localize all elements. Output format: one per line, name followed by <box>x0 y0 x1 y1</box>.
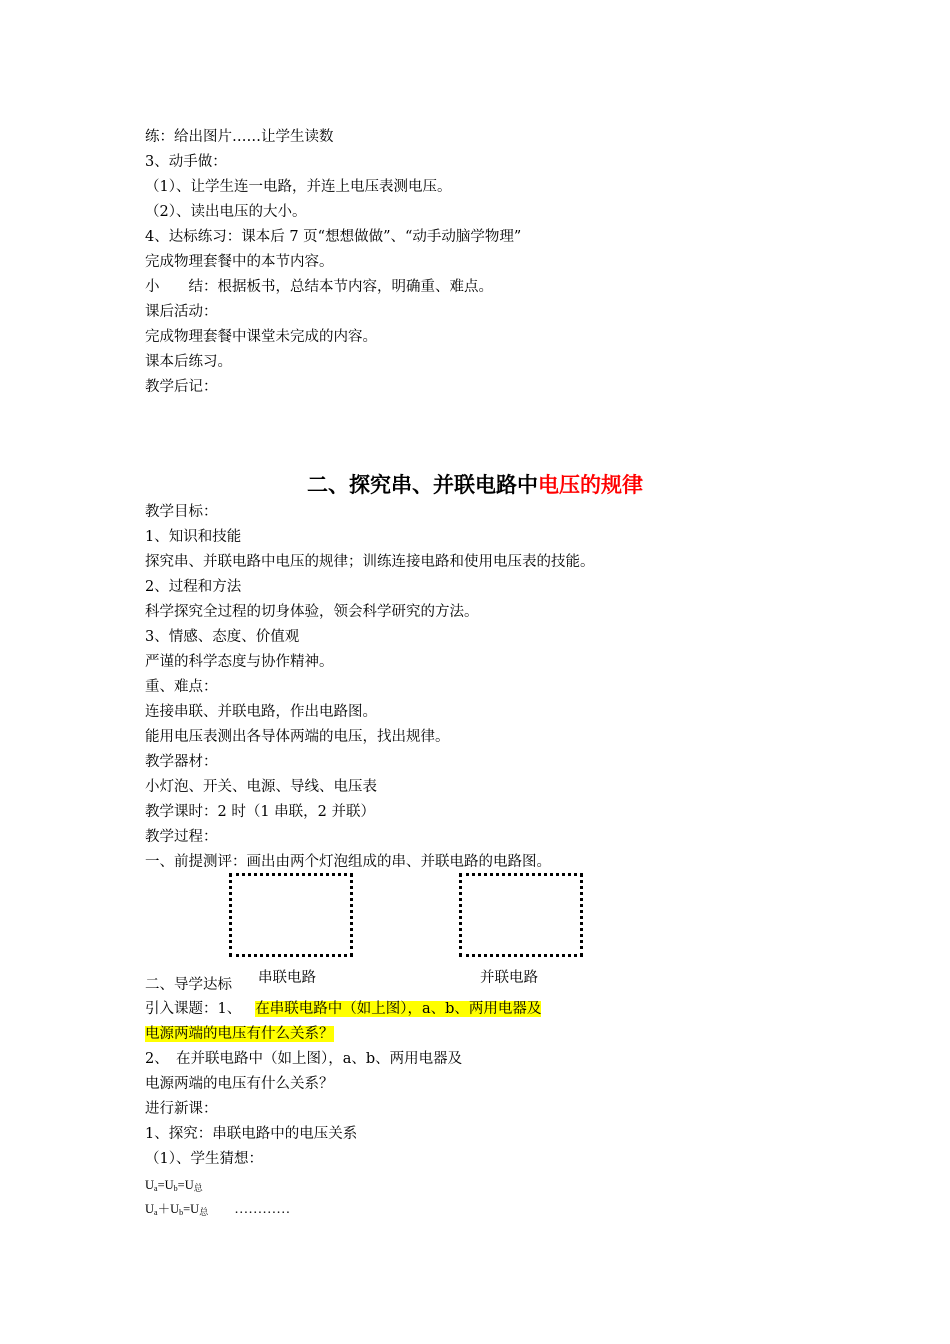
highlighted-question-1: 在串联电路中（如上图），a、b、两用电器及 <box>255 1001 542 1017</box>
intro-line-1 <box>145 1000 541 1018</box>
text-line: 能用电压表测出各导体两端的电压，找出规律。 <box>145 729 450 745</box>
formula-sub: a <box>154 1208 158 1217</box>
intro-prefix: 引入课题：1、 <box>145 1001 242 1017</box>
formula-sub: b <box>179 1208 184 1217</box>
text-line: 2、过程和方法 <box>145 579 242 595</box>
text-line: 电源两端的电压有什么关系？ <box>145 1076 334 1092</box>
title-red-part: 电压的规律 <box>538 473 643 497</box>
text-line: 探究串、并联电路中电压的规律；训练连接电路和使用电压表的技能。 <box>145 554 595 570</box>
formula-sub: 总 <box>199 1207 209 1217</box>
title-black-part: 二、探究串、并联电路中 <box>307 473 538 497</box>
formula-sub: a <box>154 1184 158 1193</box>
text-line: 2、 在并联电路中（如上图），a、b、两用电器及 <box>145 1051 463 1067</box>
parallel-circuit-drawing-box <box>459 873 583 957</box>
parallel-circuit-caption: 并联电路 <box>480 970 538 986</box>
text-line: （1）、学生猜想： <box>145 1151 263 1167</box>
text-line: 小 结：根据板书，总结本节内容，明确重、难点。 <box>145 279 493 295</box>
formula-equal <box>145 1176 203 1198</box>
highlighted-question-1-cont: 电源两端的电压有什么关系？ <box>145 1026 334 1042</box>
text-line: 一、前提测评：画出由两个灯泡组成的串、并联电路的电路图。 <box>145 854 551 870</box>
series-circuit-caption: 串联电路 <box>258 970 316 986</box>
text-line: （2）、读出电压的大小。 <box>145 204 307 220</box>
formula-part: =U <box>183 1202 200 1216</box>
formula-sub: 总 <box>193 1183 203 1193</box>
text-line: （1）、让学生连一电路，并连上电压表测电压。 <box>145 179 452 195</box>
text-line: 4、达标练习：课本后 7 页“想想做做”、“动手动脑学物理” <box>145 229 522 245</box>
text-line: 进行新课： <box>145 1101 218 1117</box>
text-line: 课本后练习。 <box>145 354 232 370</box>
formula-part: =U <box>157 1178 174 1192</box>
series-circuit-drawing-box <box>229 873 353 957</box>
text-line: 教学器材： <box>145 754 218 770</box>
text-line: 重、难点： <box>145 679 218 695</box>
guide-label: 二、导学达标 <box>145 977 232 993</box>
formula-part: U <box>145 1202 155 1216</box>
formula-part: U <box>145 1178 155 1192</box>
text-line: 教学课时：2 时（1 串联，2 并联） <box>145 804 376 820</box>
text-line: 教学目标： <box>145 504 218 520</box>
text-line: 练：给出图片……让学生读数 <box>145 129 334 145</box>
formula-part: ＋U <box>157 1202 180 1216</box>
section-title <box>0 471 950 499</box>
text-line: 1、知识和技能 <box>145 529 242 545</box>
text-line: 1、探究：串联电路中的电压关系 <box>145 1126 358 1142</box>
formula-sum <box>145 1200 290 1222</box>
formula-part: =U <box>177 1178 194 1192</box>
formula-dots: ………… <box>234 1202 291 1217</box>
text-line: 完成物理套餐中的本节内容。 <box>145 254 334 270</box>
text-line: 小灯泡、开关、电源、导线、电压表 <box>145 779 377 795</box>
text-line: 连接串联、并联电路，作出电路图。 <box>145 704 377 720</box>
text-line: 完成物理套餐中课堂未完成的内容。 <box>145 329 377 345</box>
text-line: 教学过程： <box>145 829 218 845</box>
text-line: 3、情感、态度、价值观 <box>145 629 300 645</box>
text-line: 严谨的科学态度与协作精神。 <box>145 654 334 670</box>
text-line: 科学探究全过程的切身体验，领会科学研究的方法。 <box>145 604 479 620</box>
intro-line-2 <box>145 1025 334 1043</box>
text-line: 教学后记： <box>145 379 218 395</box>
text-line: 课后活动： <box>145 304 218 320</box>
formula-sub: b <box>173 1184 178 1193</box>
text-line: 3、动手做： <box>145 154 227 170</box>
